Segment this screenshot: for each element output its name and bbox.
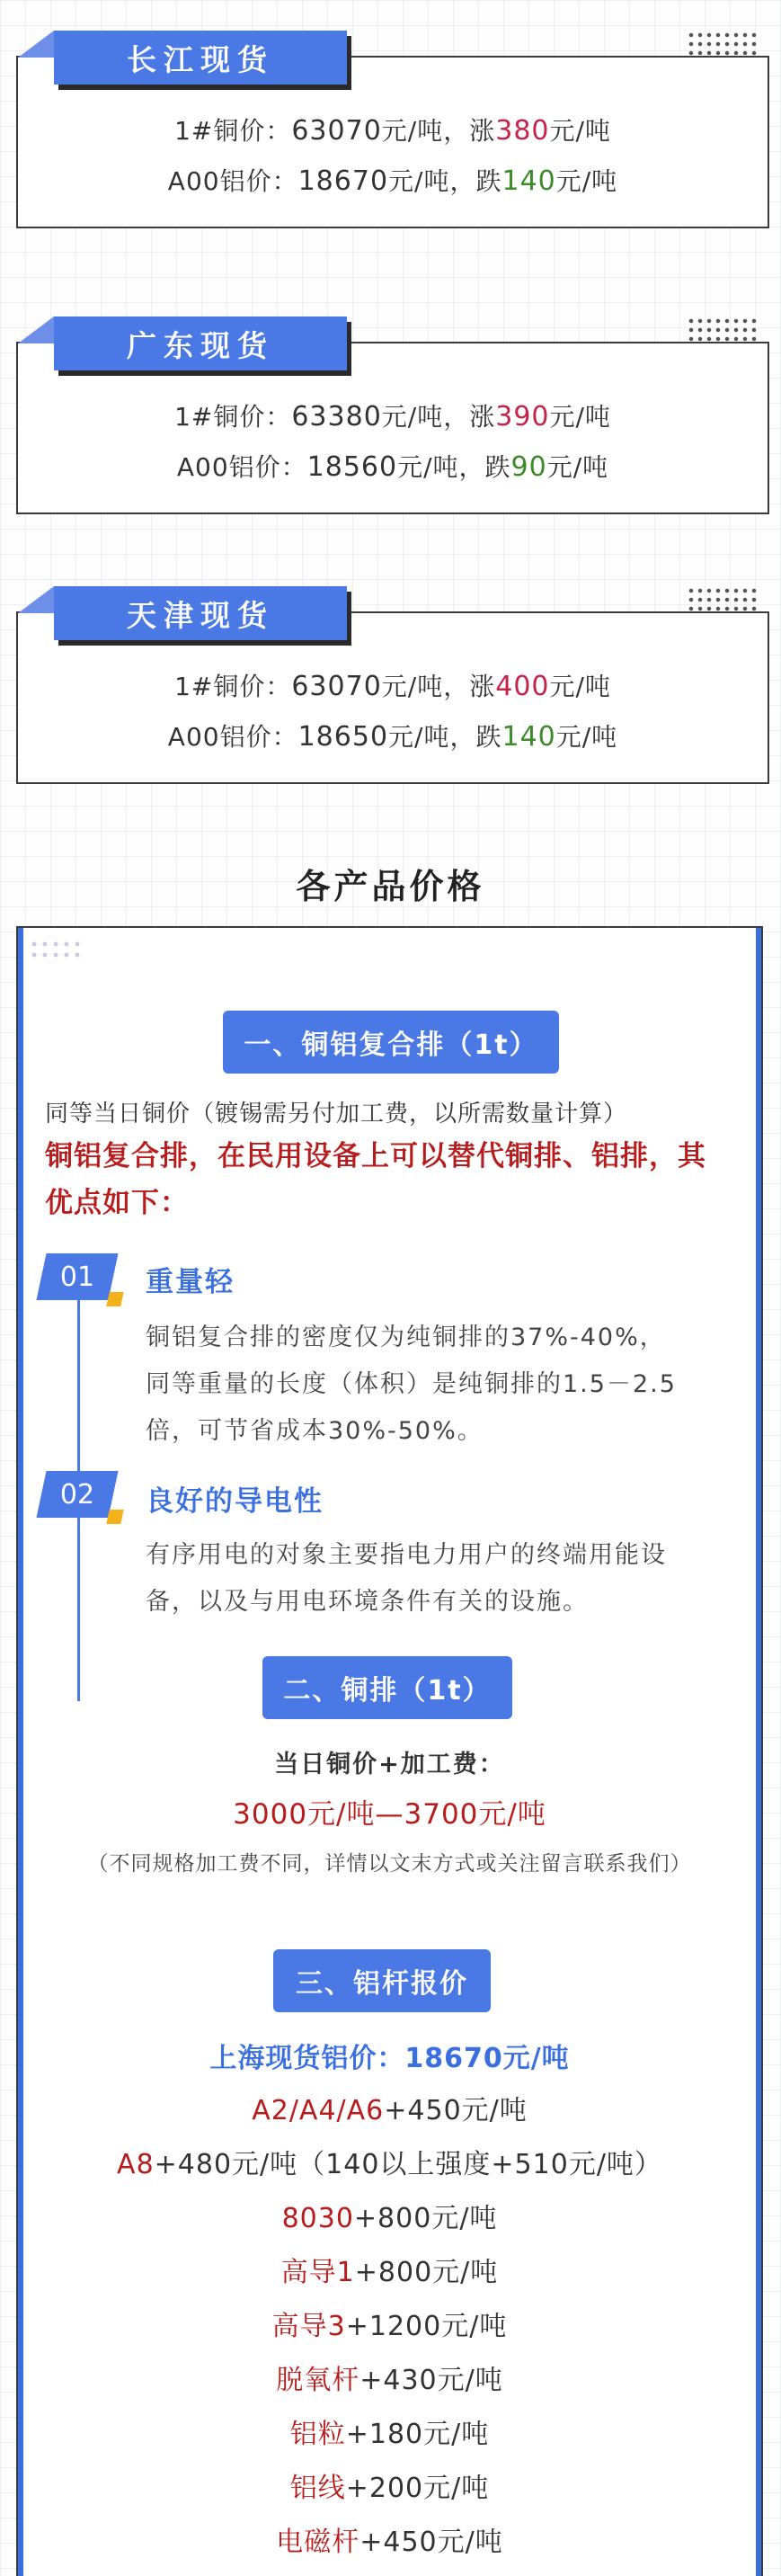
dots-decoration bbox=[687, 586, 759, 613]
price-item: 高导3+1200元/吨 bbox=[271, 2311, 508, 2342]
price-item: 脱氧杆+430元/吨 bbox=[276, 2365, 503, 2396]
feature-number-badge: 01 bbox=[36, 1253, 118, 1300]
products-panel bbox=[16, 926, 763, 2576]
section-title-copper-aluminum-bar: 一、铜铝复合排（1t） bbox=[223, 1011, 559, 1074]
feature-badge-corner bbox=[106, 1510, 123, 1524]
region-panel-changjiang bbox=[16, 41, 769, 228]
copper-price-line: 1#铜价：63070元/吨，涨400元/吨 bbox=[174, 671, 611, 702]
dots-decoration bbox=[687, 316, 759, 343]
dots-decoration bbox=[687, 31, 759, 58]
price-item: 铝粒+180元/吨 bbox=[289, 2419, 490, 2450]
aluminum-change: 90 bbox=[510, 451, 547, 483]
copper-change: 400 bbox=[495, 671, 550, 702]
aluminum-change: 140 bbox=[501, 721, 556, 753]
tab-fold-decoration bbox=[18, 586, 54, 613]
price-item: A2/A4/A6+450元/吨 bbox=[252, 2095, 528, 2126]
region-title: 天津现货 bbox=[54, 586, 347, 640]
feature-number-badge: 02 bbox=[36, 1471, 118, 1518]
price-item: A8+480元/吨（140以上强度+510元/吨） bbox=[117, 2149, 662, 2180]
section-title-copper-bar: 二、铜排（1t） bbox=[262, 1656, 512, 1719]
feature-title: 良好的导电性 bbox=[146, 1485, 324, 1518]
copper-change: 380 bbox=[495, 115, 550, 147]
section-title-aluminum-rod: 三、铝杆报价 bbox=[273, 1949, 491, 2012]
aluminum-price-line: A00铝价：18560元/吨，跌90元/吨 bbox=[176, 451, 609, 483]
region-title: 长江现货 bbox=[54, 31, 347, 85]
price-item: 铝线+200元/吨 bbox=[289, 2473, 490, 2504]
feature-title: 重量轻 bbox=[146, 1266, 235, 1298]
section3-base-price: 上海现货铝价：18670元/吨 bbox=[209, 2043, 570, 2074]
region-panel-guangdong bbox=[16, 327, 769, 514]
aluminum-price-line: A00铝价：18670元/吨，跌140元/吨 bbox=[167, 165, 618, 197]
section2-note: （不同规格加工费不同，详情以文末方式或关注留言联系我们） bbox=[87, 1852, 692, 1876]
price-item: 高导1+800元/吨 bbox=[280, 2257, 499, 2288]
price-item: 电磁杆+450元/吨 bbox=[276, 2527, 503, 2558]
section1-highlight-line2: 优点如下： bbox=[45, 1187, 189, 1219]
section2-subtitle: 当日铜价+加工费： bbox=[274, 1751, 505, 1778]
region-panel-tianjin bbox=[16, 597, 769, 784]
section1-highlight-line1: 铜铝复合排，在民用设备上可以替代铜排、铝排，其 bbox=[45, 1140, 706, 1172]
tab-fold-decoration bbox=[18, 316, 54, 343]
price-item: 8030+800元/吨 bbox=[281, 2203, 498, 2234]
aluminum-change: 140 bbox=[501, 165, 556, 197]
copper-price-line: 1#铜价：63070元/吨，涨380元/吨 bbox=[174, 115, 611, 147]
copper-price-line: 1#铜价：63380元/吨，涨390元/吨 bbox=[174, 401, 611, 432]
section2-price-range: 3000元/吨—3700元/吨 bbox=[233, 1798, 546, 1831]
feature-description: 有序用电的对象主要指电力用户的终端用能设 备，以及与用电环境条件有关的设施。 bbox=[146, 1541, 667, 1616]
tab-fold-decoration bbox=[18, 31, 54, 58]
region-title: 广东现货 bbox=[54, 316, 347, 370]
section1-note: 同等当日铜价（镀锡需另付加工费，以所需数量计算） bbox=[45, 1101, 628, 1128]
feature-badge-corner bbox=[106, 1292, 123, 1306]
copper-change: 390 bbox=[495, 401, 550, 432]
feature-description: 铜铝复合排的密度仅为纯铜排的37%-40%， 同等重量的长度（体积）是纯铜排的1.5－2.5 倍，可节省成本30%-50%。 bbox=[146, 1324, 677, 1445]
aluminum-price-line: A00铝价：18650元/吨，跌140元/吨 bbox=[167, 721, 618, 753]
dots-decoration bbox=[29, 939, 84, 962]
products-heading: 各产品价格 bbox=[296, 867, 485, 906]
